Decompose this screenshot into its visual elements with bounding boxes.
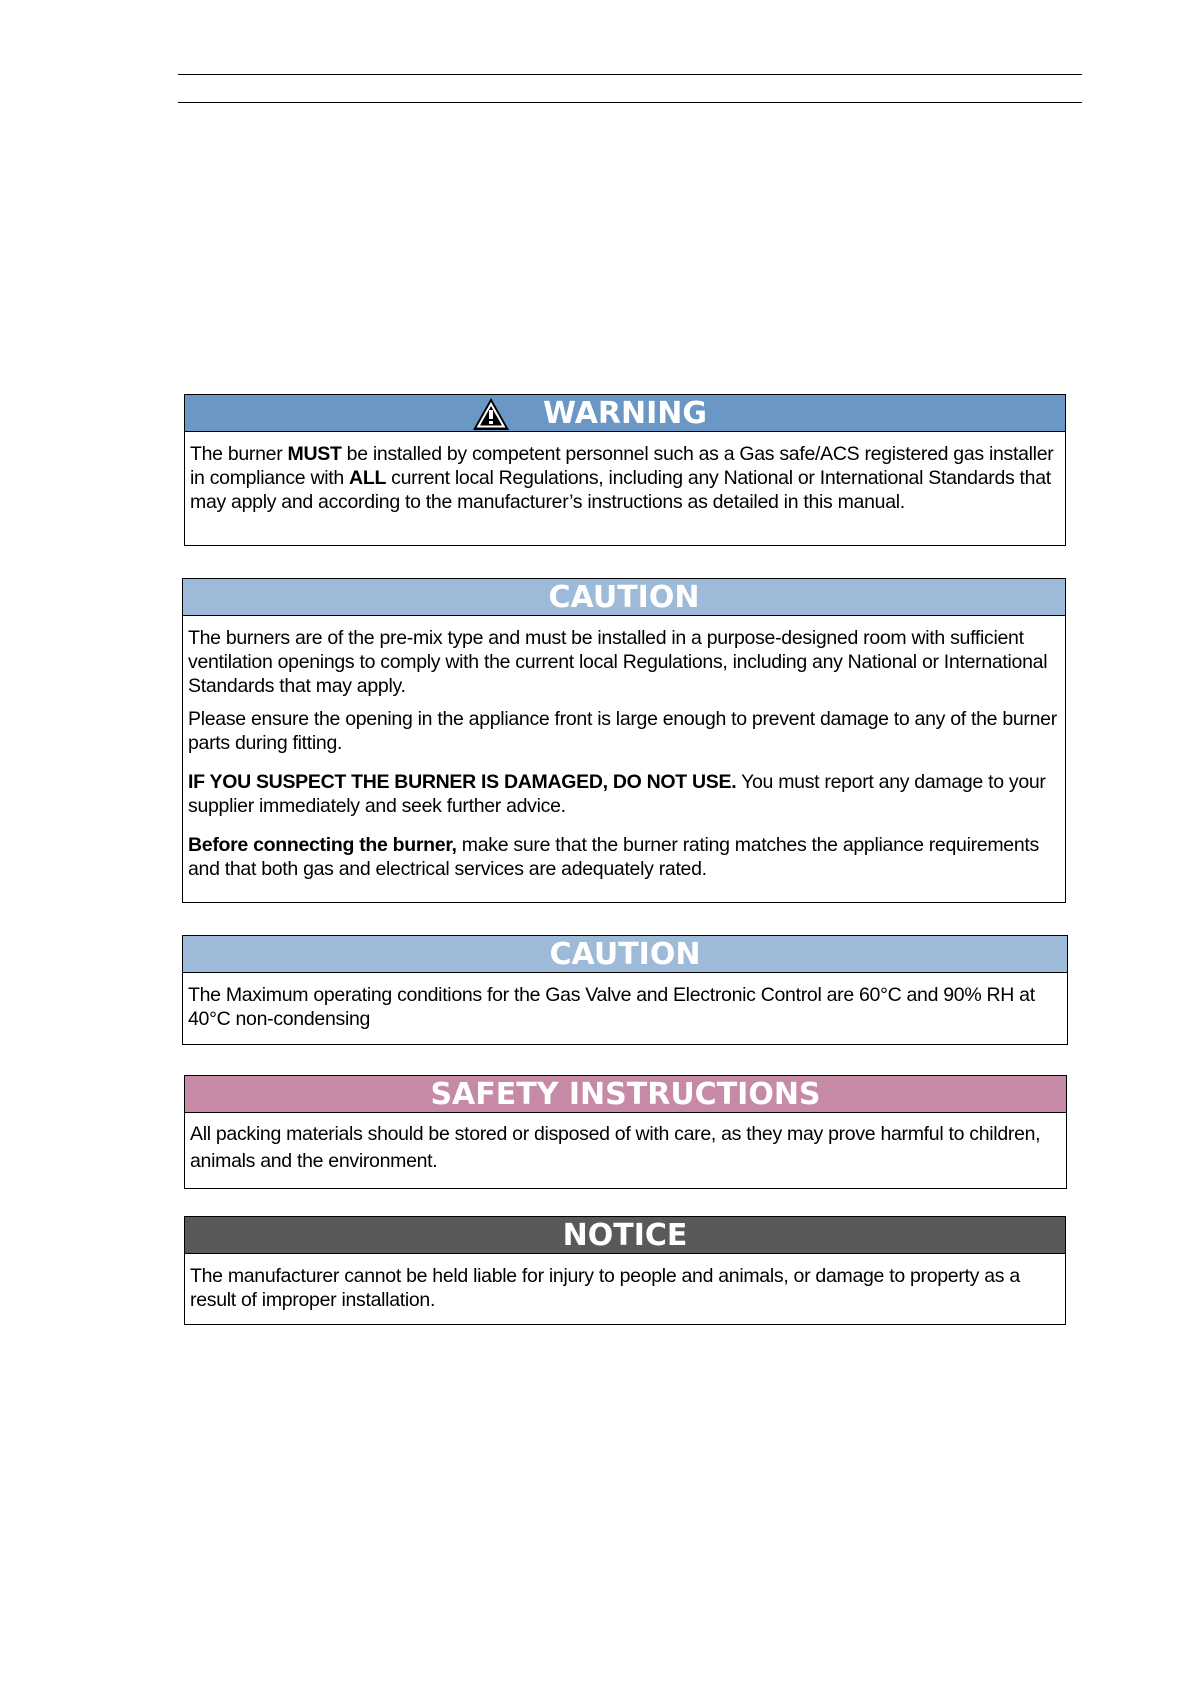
caution-para-1: The burners are of the pre-mix type and must be installed in a purpose-designed room with sufficient ventilation openings to comply with the current local Regulations, including any National or International Standards that may apply.	[188, 627, 1048, 697]
caution-box-1	[182, 578, 1066, 903]
caution-box-2	[182, 935, 1068, 1045]
caution-title-1: CAUTION	[548, 579, 700, 615]
warning-title: WARNING	[542, 395, 708, 431]
caution-body-1	[183, 616, 1065, 887]
caution-header-1	[183, 579, 1065, 616]
caution-body-2	[183, 973, 1067, 1037]
safety-body	[185, 1113, 1066, 1181]
notice-box	[184, 1216, 1066, 1325]
header-rule-top	[178, 74, 1082, 75]
caution-para-2: Please ensure the opening in the appliance front is large enough to prevent damage to any of the burner parts during fitting.	[188, 708, 1057, 754]
warning-body	[185, 432, 1065, 520]
safety-text: All packing materials should be stored or disposed of with care, as they may prove harmful to children, animals and the environment.	[190, 1123, 1041, 1172]
warning-box	[184, 394, 1066, 546]
warning-bold-all: ALL	[349, 467, 387, 489]
caution-para-3-text: You must report any damage to your supplier immediately and seek further advice.	[188, 771, 1046, 817]
warning-text-3: current local Regulations, including any National or International Standards that may apply and according to the manufacturer’s instructions as detailed in this manual.	[190, 467, 1051, 513]
safety-header	[185, 1076, 1066, 1113]
warning-triangle-icon	[470, 395, 512, 432]
caution-para-4-text: make sure that the burner rating matches the appliance requirements and that both gas and electrical services are adequately rated.	[188, 834, 1039, 880]
caution-header-2	[183, 936, 1067, 973]
notice-title: NOTICE	[562, 1217, 688, 1253]
warning-header	[185, 395, 1065, 432]
warning-text-1: The burner	[190, 443, 288, 465]
caution-para-3	[188, 770, 1059, 818]
caution-para-3-bold: IF YOU SUSPECT THE BURNER IS DAMAGED, DO NOT USE.	[188, 771, 737, 793]
notice-body	[185, 1254, 1065, 1318]
warning-bold-must: MUST	[287, 443, 342, 465]
caution-para-4-bold: Before connecting the burner,	[188, 834, 457, 856]
notice-text: The manufacturer cannot be held liable for injury to people and animals, or damage to property as a result of improper installation.	[190, 1265, 1020, 1311]
caution-text-2: The Maximum operating conditions for the Gas Valve and Electronic Control are 60°C and 90% RH at 40°C non-condensing	[188, 984, 1035, 1030]
header-rule-bottom	[178, 102, 1082, 103]
safety-box	[184, 1075, 1067, 1189]
warning-text	[190, 442, 1059, 514]
warning-text-2: be installed by competent personnel such as a Gas safe/ACS registered gas installer in compliance with	[190, 443, 1054, 489]
notice-header	[185, 1217, 1065, 1254]
caution-para-4	[188, 833, 1059, 881]
safety-title: SAFETY INSTRUCTIONS	[430, 1076, 821, 1112]
caution-title-2: CAUTION	[549, 936, 701, 972]
